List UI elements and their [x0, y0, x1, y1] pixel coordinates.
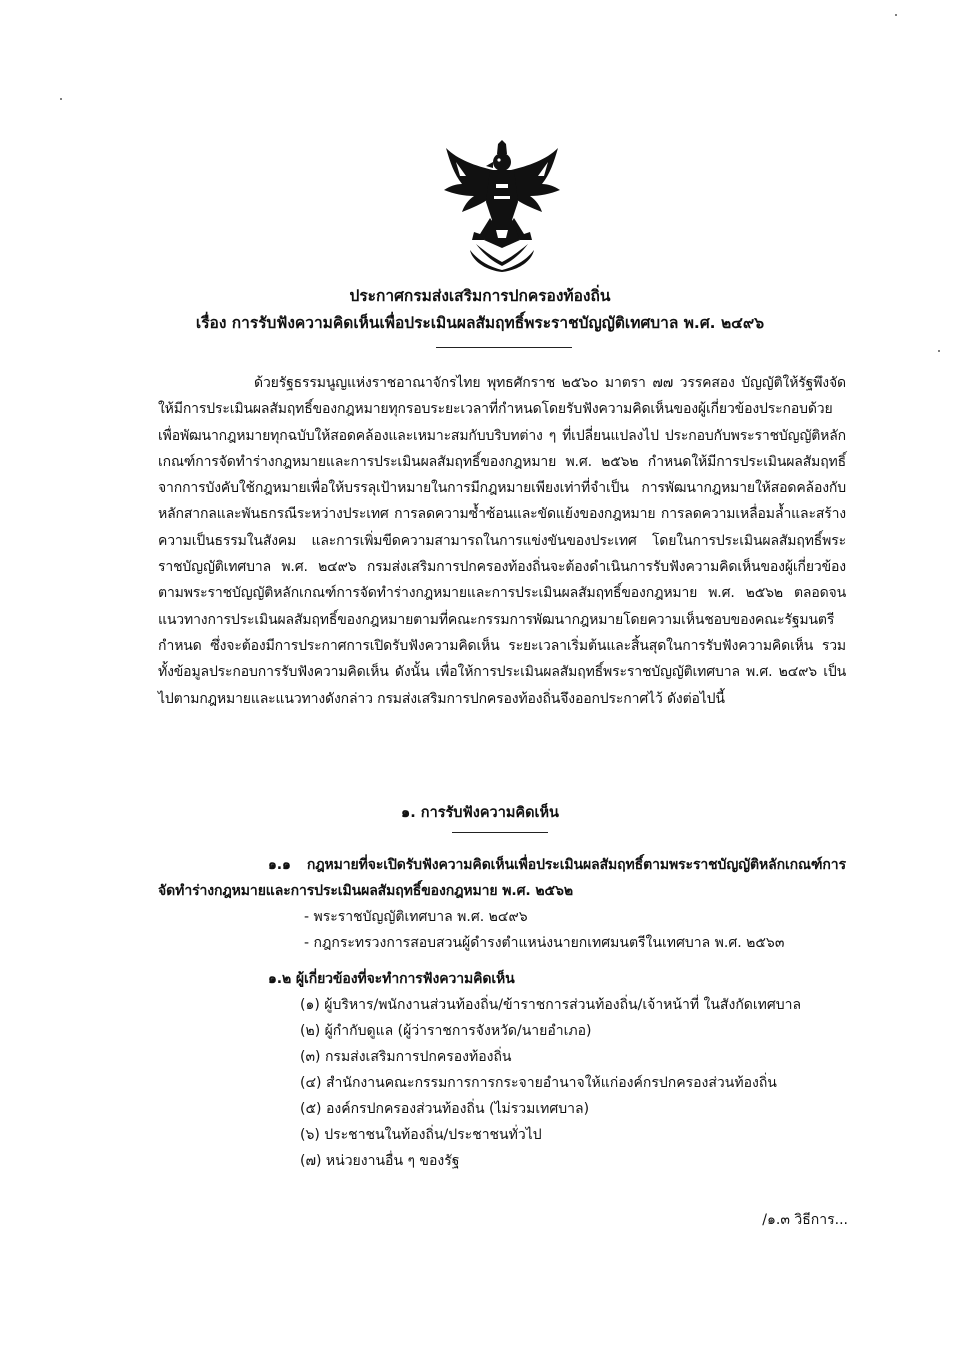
- announcement-subject: เรื่อง การรับฟังความคิดเห็นเพื่อประเมินผลสัมฤทธิ์พระราชบัญญัติเทศบาล พ.ศ. ๒๔๙๖: [195, 314, 765, 332]
- announcement-org-title: ประกาศกรมส่งเสริมการปกครองท้องถิ่น: [349, 287, 611, 305]
- stakeholder-list: [300, 992, 801, 1174]
- scan-speck: [895, 14, 897, 16]
- subsection-1-2-heading: ๑.๒ ผู้เกี่ยวข้องที่จะทำการฟังความคิดเห็น: [268, 971, 515, 987]
- garuda-emblem-icon: [436, 140, 568, 272]
- continuation-reference: /๑.๓ วิธีการ...: [762, 1212, 848, 1228]
- list-item: (๑) ผู้บริหาร/พนักงานส่วนท้องถิ่น/ข้าราชการส่วนท้องถิ่น/เจ้าหน้าที่ ในสังกัดเทศบาล: [300, 997, 802, 1013]
- section-divider: [452, 832, 548, 833]
- body-paragraph: ด้วยรัฐธรรมนูญแห่งราชอาณาจักรไทย พุทธศักราช ๒๕๖๐ มาตรา ๗๗ วรรคสอง บัญญัติให้รัฐพึงจัดให้มีการประเมินผลสัมฤทธิ์ของกฎหมายทุกรอบระยะเวลาที่กำหนดโดยรับฟังความคิดเห็นของผู้เกี่ยวข้องประกอบด้วย เพื่อพัฒนากฎหมายทุกฉบับให้สอดคล้องและเหมาะสมกับบริบทต่าง ๆ ที่เปลี่ยนแปลงไป ประกอบกับพระราชบัญญัติหลักเกณฑ์การจัดทำร่างกฎหมายและการประเมินผลสัมฤทธิ์ของกฎหมาย พ.ศ. ๒๕๖๒ กำหนดให้มีการประเมินผลสัมฤทธิ์จากการบังคับใช้กฎหมายเพื่อให้บรรลุเป้าหมายในการมีกฎหมายเพียงเท่าที่จำเป็น การพัฒนากฎหมายให้สอดคล้องกับหลักสากลและพันธกรณีระหว่างประเทศ การลดความซ้ำซ้อนและขัดแย้งของกฎหมาย การลดความเหลื่อมล้ำและสร้างความเป็นธรรมในสังคม และการเพิ่มขีดความสามารถในการแข่งขันของประเทศ โดยในการประเมินผลสัมฤทธิ์พระราชบัญญัติเทศบาล พ.ศ. ๒๔๙๖ กรมส่งเสริมการปกครองท้องถิ่นจะต้องดำเนินการรับฟังความคิดเห็นของผู้เกี่ยวข้องตามพระราชบัญญัติหลักเกณฑ์การจัดทำร่างกฎหมายและการประเมินผลสัมฤทธิ์ของกฎหมาย พ.ศ. ๒๕๖๒ ตลอดจนแนวทางการประเมินผลสัมฤทธิ์ของกฎหมายตามที่คณะกรรมการพัฒนากฎหมายโดยความเห็นชอบของคณะรัฐมนตรีกำหนด ซึ่งจะต้องมีการประกาศการเปิดรับฟังความคิดเห็น ระยะเวลาเริ่มต้นและสิ้นสุดในการรับฟังความคิดเห็น รวมทั้งข้อมูลประกอบการรับฟังความคิดเห็น ดังนั้น เพื่อให้การประเมินผลสัมฤทธิ์พระราชบัญญัติเทศบาล พ.ศ. ๒๔๙๖ เป็นไปตามกฎหมายและแนวทางดังกล่าว กรมส่งเสริมการปกครองท้องถิ่นจึงออกประกาศไว้ ดังต่อไปนี้: [158, 375, 846, 707]
- subsection-1-1-heading: ๑.๑ กฎหมายที่จะเปิดรับฟังความคิดเห็นเพื่อประเมินผลสัมฤทธิ์ตามพระราชบัญญัติหลักเกณฑ์การจัดทำร่างกฎหมายและการประเมินผลสัมฤทธิ์ของกฎหมาย พ.ศ. ๒๕๖๒: [158, 857, 846, 899]
- law-list: [304, 904, 784, 956]
- header-divider: [436, 347, 572, 348]
- list-item: - พระราชบัญญัติเทศบาล พ.ศ. ๒๔๙๖: [304, 909, 528, 925]
- list-item: (๗) หน่วยงานอื่น ๆ ของรัฐ: [300, 1153, 460, 1169]
- list-item: (๒) ผู้กำกับดูแล (ผู้ว่าราชการจังหวัด/นายอำเภอ): [300, 1023, 592, 1039]
- section-1-title: ๑. การรับฟังความคิดเห็น: [401, 805, 559, 821]
- list-item: (๓) กรมส่งเสริมการปกครองท้องถิ่น: [300, 1049, 512, 1065]
- scan-speck: [60, 98, 62, 100]
- list-item: (๔) สำนักงานคณะกรรมการการกระจายอำนาจให้แก่องค์กรปกครองส่วนท้องถิ่น: [300, 1075, 777, 1091]
- list-item: (๖) ประชาชนในท้องถิ่น/ประชาชนทั่วไป: [300, 1127, 542, 1143]
- scan-speck: [938, 350, 940, 352]
- list-item: (๕) องค์กรปกครองส่วนท้องถิ่น (ไม่รวมเทศบาล): [300, 1101, 590, 1117]
- list-item: - กฎกระทรวงการสอบสวนผู้ดำรงตำแหน่งนายกเทศมนตรีในเทศบาล พ.ศ. ๒๕๖๓: [304, 935, 785, 951]
